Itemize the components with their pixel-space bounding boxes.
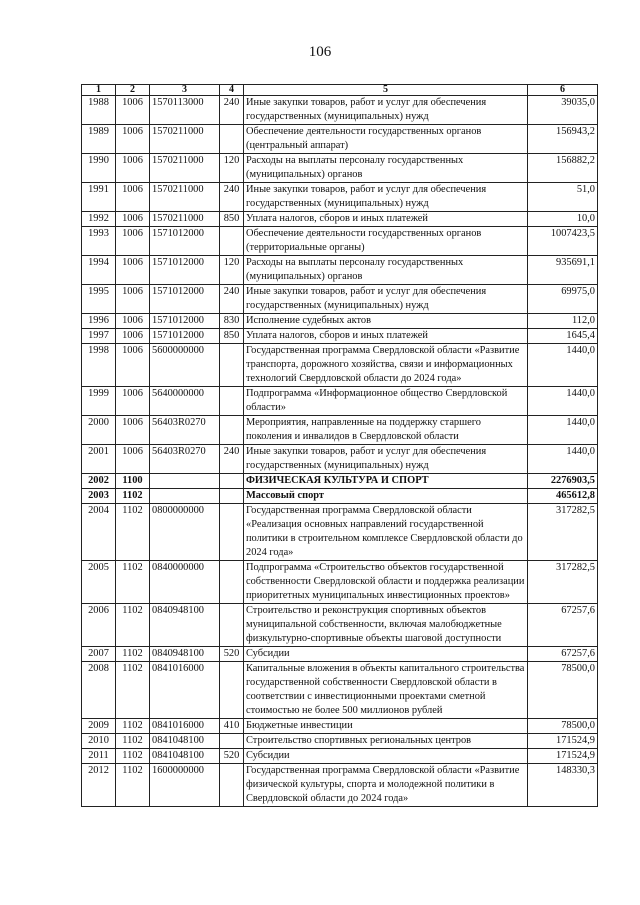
target-code-cell: 0840948100 <box>150 604 220 647</box>
amount-cell: 317282,5 <box>528 561 598 604</box>
item-name-cell: Капитальные вложения в объекты капитального строительства государственной собственности Свердловской области в соответствии с инвестиционными проектами сметной стоимостью не более 500 миллионов рублей <box>244 662 528 719</box>
target-code-cell: 0841016000 <box>150 662 220 719</box>
target-code-cell: 1571012000 <box>150 227 220 256</box>
amount-cell: 51,0 <box>528 183 598 212</box>
table-row <box>82 96 598 125</box>
section-code-cell: 1006 <box>116 285 150 314</box>
page-number: 106 <box>308 44 332 60</box>
row-number-cell: 2008 <box>82 662 116 719</box>
target-code-cell: 56403R0270 <box>150 445 220 474</box>
section-code-cell: 1006 <box>116 125 150 154</box>
amount-cell: 465612,8 <box>528 489 598 504</box>
item-name-cell: Обеспечение деятельности государственных органов (территориальные органы) <box>244 227 528 256</box>
section-code-cell: 1102 <box>116 647 150 662</box>
amount-cell: 1440,0 <box>528 387 598 416</box>
section-code-cell: 1102 <box>116 734 150 749</box>
amount-cell: 78500,0 <box>528 719 598 734</box>
section-code-cell: 1006 <box>116 344 150 387</box>
table-row <box>82 314 598 329</box>
item-name-cell: Подпрограмма «Информационное общество Свердловской области» <box>244 387 528 416</box>
expense-type-cell <box>220 489 244 504</box>
expense-type-cell: 240 <box>220 445 244 474</box>
column-header: 6 <box>528 85 598 96</box>
amount-cell: 1440,0 <box>528 445 598 474</box>
row-number-cell: 2009 <box>82 719 116 734</box>
item-name-cell: Подпрограмма «Строительство объектов государственной собственности Свердловской области и поддержка реализации приоритетных муниципальных инвестиционных проектов» <box>244 561 528 604</box>
table-row <box>82 719 598 734</box>
section-code-cell: 1006 <box>116 416 150 445</box>
table-row <box>82 227 598 256</box>
column-header: 4 <box>220 85 244 96</box>
expense-type-cell: 830 <box>220 314 244 329</box>
section-code-cell: 1006 <box>116 314 150 329</box>
item-name-cell: Бюджетные инвестиции <box>244 719 528 734</box>
amount-cell: 156882,2 <box>528 154 598 183</box>
item-name-cell: Уплата налогов, сборов и иных платежей <box>244 212 528 227</box>
item-name-cell: Расходы на выплаты персоналу государственных (муниципальных) органов <box>244 154 528 183</box>
expense-type-cell <box>220 561 244 604</box>
section-code-cell: 1006 <box>116 387 150 416</box>
target-code-cell: 0841048100 <box>150 749 220 764</box>
target-code-cell: 0840948100 <box>150 647 220 662</box>
table-row <box>82 183 598 212</box>
expense-type-cell <box>220 344 244 387</box>
table-header-row <box>82 85 598 96</box>
row-number-cell: 1997 <box>82 329 116 344</box>
target-code-cell: 1600000000 <box>150 764 220 807</box>
target-code-cell: 1570211000 <box>150 183 220 212</box>
item-name-cell: Иные закупки товаров, работ и услуг для обеспечения государственных (муниципальных) нужд <box>244 183 528 212</box>
section-code-cell: 1006 <box>116 329 150 344</box>
amount-cell: 39035,0 <box>528 96 598 125</box>
table-row <box>82 416 598 445</box>
section-code-cell: 1102 <box>116 719 150 734</box>
expense-type-cell: 520 <box>220 647 244 662</box>
item-name-cell: Иные закупки товаров, работ и услуг для обеспечения государственных (муниципальных) нужд <box>244 96 528 125</box>
section-code-cell: 1006 <box>116 256 150 285</box>
section-code-cell: 1102 <box>116 662 150 719</box>
target-code-cell: 5600000000 <box>150 344 220 387</box>
item-name-cell: Государственная программа Свердловской области «Развитие транспорта, дорожного хозяйства, связи и информационных технологий Свердловской области до 2024 года» <box>244 344 528 387</box>
table-row <box>82 764 598 807</box>
amount-cell: 1645,4 <box>528 329 598 344</box>
row-number-cell: 2011 <box>82 749 116 764</box>
amount-cell: 69975,0 <box>528 285 598 314</box>
item-name-cell: Обеспечение деятельности государственных органов (центральный аппарат) <box>244 125 528 154</box>
row-number-cell: 1992 <box>82 212 116 227</box>
item-name-cell: Иные закупки товаров, работ и услуг для обеспечения государственных (муниципальных) нужд <box>244 285 528 314</box>
row-number-cell: 1991 <box>82 183 116 212</box>
row-number-cell: 1993 <box>82 227 116 256</box>
table-row <box>82 344 598 387</box>
amount-cell: 171524,9 <box>528 734 598 749</box>
target-code-cell: 0800000000 <box>150 504 220 561</box>
row-number-cell: 2004 <box>82 504 116 561</box>
target-code-cell: 1571012000 <box>150 285 220 314</box>
amount-cell: 1007423,5 <box>528 227 598 256</box>
target-code-cell: 1570211000 <box>150 212 220 227</box>
section-code-cell: 1102 <box>116 504 150 561</box>
section-code-cell: 1006 <box>116 212 150 227</box>
target-code-cell: 1570113000 <box>150 96 220 125</box>
row-number-cell: 1990 <box>82 154 116 183</box>
amount-cell: 156943,2 <box>528 125 598 154</box>
table-row <box>82 489 598 504</box>
table-row <box>82 604 598 647</box>
row-number-cell: 1998 <box>82 344 116 387</box>
section-code-cell: 1102 <box>116 604 150 647</box>
section-code-cell: 1006 <box>116 154 150 183</box>
expense-type-cell <box>220 416 244 445</box>
section-code-cell: 1006 <box>116 96 150 125</box>
row-number-cell: 2003 <box>82 489 116 504</box>
table-row <box>82 154 598 183</box>
target-code-cell <box>150 489 220 504</box>
amount-cell: 1440,0 <box>528 416 598 445</box>
expense-type-cell <box>220 662 244 719</box>
item-name-cell: Государственная программа Свердловской области «Развитие физической культуры, спорта и молодежной политики в Свердловской области до 2024 года» <box>244 764 528 807</box>
expense-type-cell: 120 <box>220 154 244 183</box>
expense-type-cell <box>220 504 244 561</box>
amount-cell: 112,0 <box>528 314 598 329</box>
item-name-cell: Субсидии <box>244 749 528 764</box>
table-row <box>82 125 598 154</box>
table-row <box>82 387 598 416</box>
row-number-cell: 1989 <box>82 125 116 154</box>
item-name-cell: Исполнение судебных актов <box>244 314 528 329</box>
amount-cell: 67257,6 <box>528 647 598 662</box>
item-name-cell: Иные закупки товаров, работ и услуг для обеспечения государственных (муниципальных) нужд <box>244 445 528 474</box>
row-number-cell: 1999 <box>82 387 116 416</box>
section-code-cell: 1102 <box>116 749 150 764</box>
expense-type-cell: 240 <box>220 285 244 314</box>
table-row <box>82 734 598 749</box>
item-name-cell: Субсидии <box>244 647 528 662</box>
section-code-cell: 1102 <box>116 764 150 807</box>
amount-cell: 2276903,5 <box>528 474 598 489</box>
column-header: 2 <box>116 85 150 96</box>
table-row <box>82 647 598 662</box>
expense-type-cell: 240 <box>220 96 244 125</box>
table-row <box>82 212 598 227</box>
item-name-cell: Мероприятия, направленные на поддержку старшего поколения и инвалидов в Свердловской области <box>244 416 528 445</box>
item-name-cell: Уплата налогов, сборов и иных платежей <box>244 329 528 344</box>
table-row <box>82 749 598 764</box>
table-row <box>82 256 598 285</box>
expense-type-cell <box>220 764 244 807</box>
section-code-cell: 1102 <box>116 561 150 604</box>
item-name-cell: Государственная программа Свердловской области «Реализация основных направлений государственной политики в строительном комплексе Свердловской области до 2024 года» <box>244 504 528 561</box>
expense-type-cell: 240 <box>220 183 244 212</box>
item-name-cell: Строительство спортивных региональных центров <box>244 734 528 749</box>
row-number-cell: 2005 <box>82 561 116 604</box>
target-code-cell: 0841048100 <box>150 734 220 749</box>
expense-type-cell: 120 <box>220 256 244 285</box>
expense-type-cell <box>220 125 244 154</box>
table-row <box>82 285 598 314</box>
amount-cell: 10,0 <box>528 212 598 227</box>
target-code-cell: 1570211000 <box>150 154 220 183</box>
row-number-cell: 1995 <box>82 285 116 314</box>
table-row <box>82 662 598 719</box>
table-row <box>82 445 598 474</box>
target-code-cell: 0840000000 <box>150 561 220 604</box>
row-number-cell: 2007 <box>82 647 116 662</box>
amount-cell: 148330,3 <box>528 764 598 807</box>
item-name-cell: Расходы на выплаты персоналу государственных (муниципальных) органов <box>244 256 528 285</box>
section-code-cell: 1102 <box>116 489 150 504</box>
amount-cell: 317282,5 <box>528 504 598 561</box>
target-code-cell: 1571012000 <box>150 314 220 329</box>
amount-cell: 935691,1 <box>528 256 598 285</box>
expense-type-cell <box>220 387 244 416</box>
section-code-cell: 1006 <box>116 445 150 474</box>
expense-type-cell <box>220 734 244 749</box>
expense-type-cell: 410 <box>220 719 244 734</box>
section-code-cell: 1006 <box>116 183 150 212</box>
target-code-cell <box>150 474 220 489</box>
row-number-cell: 2010 <box>82 734 116 749</box>
row-number-cell: 1994 <box>82 256 116 285</box>
row-number-cell: 1996 <box>82 314 116 329</box>
expense-type-cell: 850 <box>220 329 244 344</box>
item-name-cell: ФИЗИЧЕСКАЯ КУЛЬТУРА И СПОРТ <box>244 474 528 489</box>
table-row <box>82 561 598 604</box>
target-code-cell: 5640000000 <box>150 387 220 416</box>
column-header: 3 <box>150 85 220 96</box>
target-code-cell: 1571012000 <box>150 329 220 344</box>
amount-cell: 67257,6 <box>528 604 598 647</box>
row-number-cell: 2001 <box>82 445 116 474</box>
row-number-cell: 2012 <box>82 764 116 807</box>
target-code-cell: 0841016000 <box>150 719 220 734</box>
column-header: 1 <box>82 85 116 96</box>
section-code-cell: 1006 <box>116 227 150 256</box>
row-number-cell: 2002 <box>82 474 116 489</box>
expense-type-cell <box>220 227 244 256</box>
target-code-cell: 1570211000 <box>150 125 220 154</box>
item-name-cell: Строительство и реконструкция спортивных объектов муниципальной собственности, включая малобюджетные физкультурно-спортивные объекты шаговой доступности <box>244 604 528 647</box>
amount-cell: 171524,9 <box>528 749 598 764</box>
item-name-cell: Массовый спорт <box>244 489 528 504</box>
target-code-cell: 56403R0270 <box>150 416 220 445</box>
table-row <box>82 329 598 344</box>
row-number-cell: 2000 <box>82 416 116 445</box>
table-row <box>82 474 598 489</box>
expense-type-cell <box>220 474 244 489</box>
amount-cell: 78500,0 <box>528 662 598 719</box>
amount-cell: 1440,0 <box>528 344 598 387</box>
expense-type-cell: 520 <box>220 749 244 764</box>
table-row <box>82 504 598 561</box>
section-code-cell: 1100 <box>116 474 150 489</box>
row-number-cell: 1988 <box>82 96 116 125</box>
budget-table <box>81 84 598 807</box>
target-code-cell: 1571012000 <box>150 256 220 285</box>
row-number-cell: 2006 <box>82 604 116 647</box>
expense-type-cell <box>220 604 244 647</box>
column-header: 5 <box>244 85 528 96</box>
expense-type-cell: 850 <box>220 212 244 227</box>
